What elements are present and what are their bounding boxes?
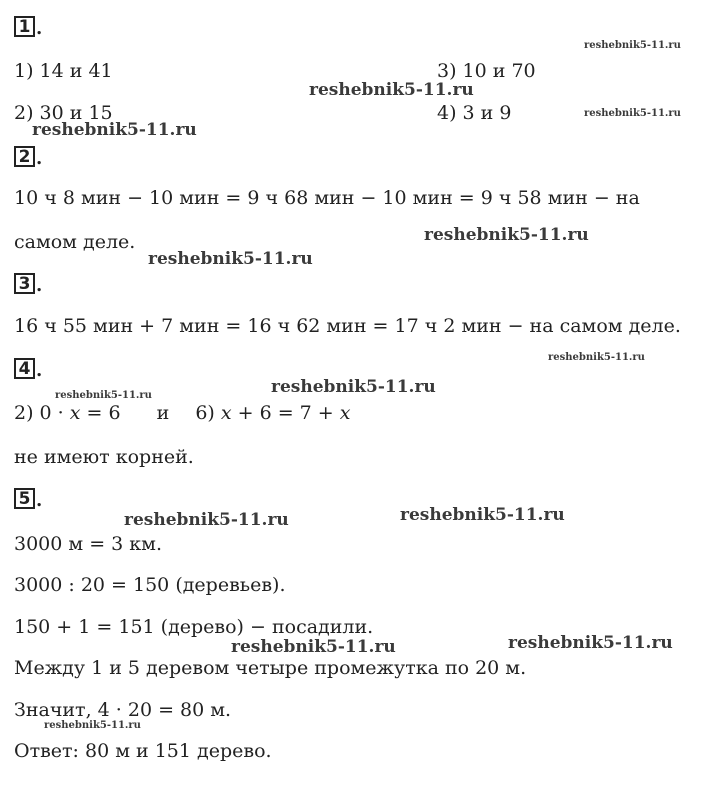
watermark: reshebnik5-11.ru (400, 505, 565, 525)
watermark: reshebnik5-11.ru (124, 510, 289, 530)
task5-line3: 150 + 1 = 151 (дерево) − посадили. (14, 616, 374, 638)
watermark: reshebnik5-11.ru (508, 633, 673, 653)
task-number-dot: . (36, 360, 43, 381)
watermark: reshebnik5-11.ru (548, 352, 645, 363)
task-number-dot: . (36, 18, 43, 39)
task-number-2 (14, 146, 35, 167)
task-number-text: 2 (18, 147, 31, 167)
task-number-text: 4 (18, 359, 31, 379)
answer-1: 1) 14 и 41 (14, 60, 113, 82)
task5-line4: Между 1 и 5 деревом четыре промежутка по 20 м. (14, 657, 527, 679)
task-number-dot: . (36, 148, 43, 169)
watermark: reshebnik5-11.ru (309, 80, 474, 100)
task3-line1: 16 ч 55 мин + 7 мин = 16 ч 62 мин = 17 ч 2 мин − на самом деле. (14, 315, 681, 337)
variable-x: x (220, 402, 232, 424)
watermark: reshebnik5-11.ru (424, 225, 589, 245)
equation-2-suffix: = 6 (80, 402, 121, 424)
task-number-dot: . (36, 490, 43, 511)
watermark: reshebnik5-11.ru (44, 720, 141, 731)
task5-line1: 3000 м = 3 км. (14, 533, 162, 555)
answer-4: 4) 3 и 9 (437, 102, 512, 124)
equation-6-prefix: 6) (195, 402, 221, 424)
task-number-4 (14, 358, 35, 379)
task-number-dot: . (36, 275, 43, 296)
variable-x: x (69, 402, 81, 424)
watermark: reshebnik5-11.ru (584, 40, 681, 51)
task2-line1: 10 ч 8 мин − 10 мин = 9 ч 68 мин − 10 мин = 9 ч 58 мин − на (14, 187, 640, 209)
answer-2: 2) 30 и 15 (14, 102, 113, 124)
task-number-1 (14, 16, 35, 37)
equation-6-middle: + 6 = 7 + (231, 402, 340, 424)
watermark: reshebnik5-11.ru (271, 377, 436, 397)
task-number-text: 1 (18, 17, 31, 37)
task2-line2: самом деле. (14, 231, 136, 253)
answer-3: 3) 10 и 70 (437, 60, 536, 82)
task-number-text: 5 (18, 489, 31, 509)
task-number-5 (14, 488, 35, 509)
watermark: reshebnik5-11.ru (55, 390, 152, 401)
equation-2-prefix: 2) 0 · (14, 402, 70, 424)
task-number-text: 3 (18, 274, 31, 294)
watermark: reshebnik5-11.ru (231, 637, 396, 657)
variable-x: x (339, 402, 351, 424)
task4-equations (14, 402, 351, 424)
task5-answer: Ответ: 80 м и 151 дерево. (14, 740, 272, 762)
watermark: reshebnik5-11.ru (32, 120, 197, 140)
task5-line5: Значит, 4 · 20 = 80 м. (14, 699, 232, 721)
watermark: reshebnik5-11.ru (148, 249, 313, 269)
conjunction: и (156, 402, 170, 424)
task-number-3 (14, 273, 35, 294)
watermark: reshebnik5-11.ru (584, 108, 681, 119)
task4-line2: не имеют корней. (14, 446, 194, 468)
task5-line2: 3000 : 20 = 150 (деревьев). (14, 574, 286, 596)
